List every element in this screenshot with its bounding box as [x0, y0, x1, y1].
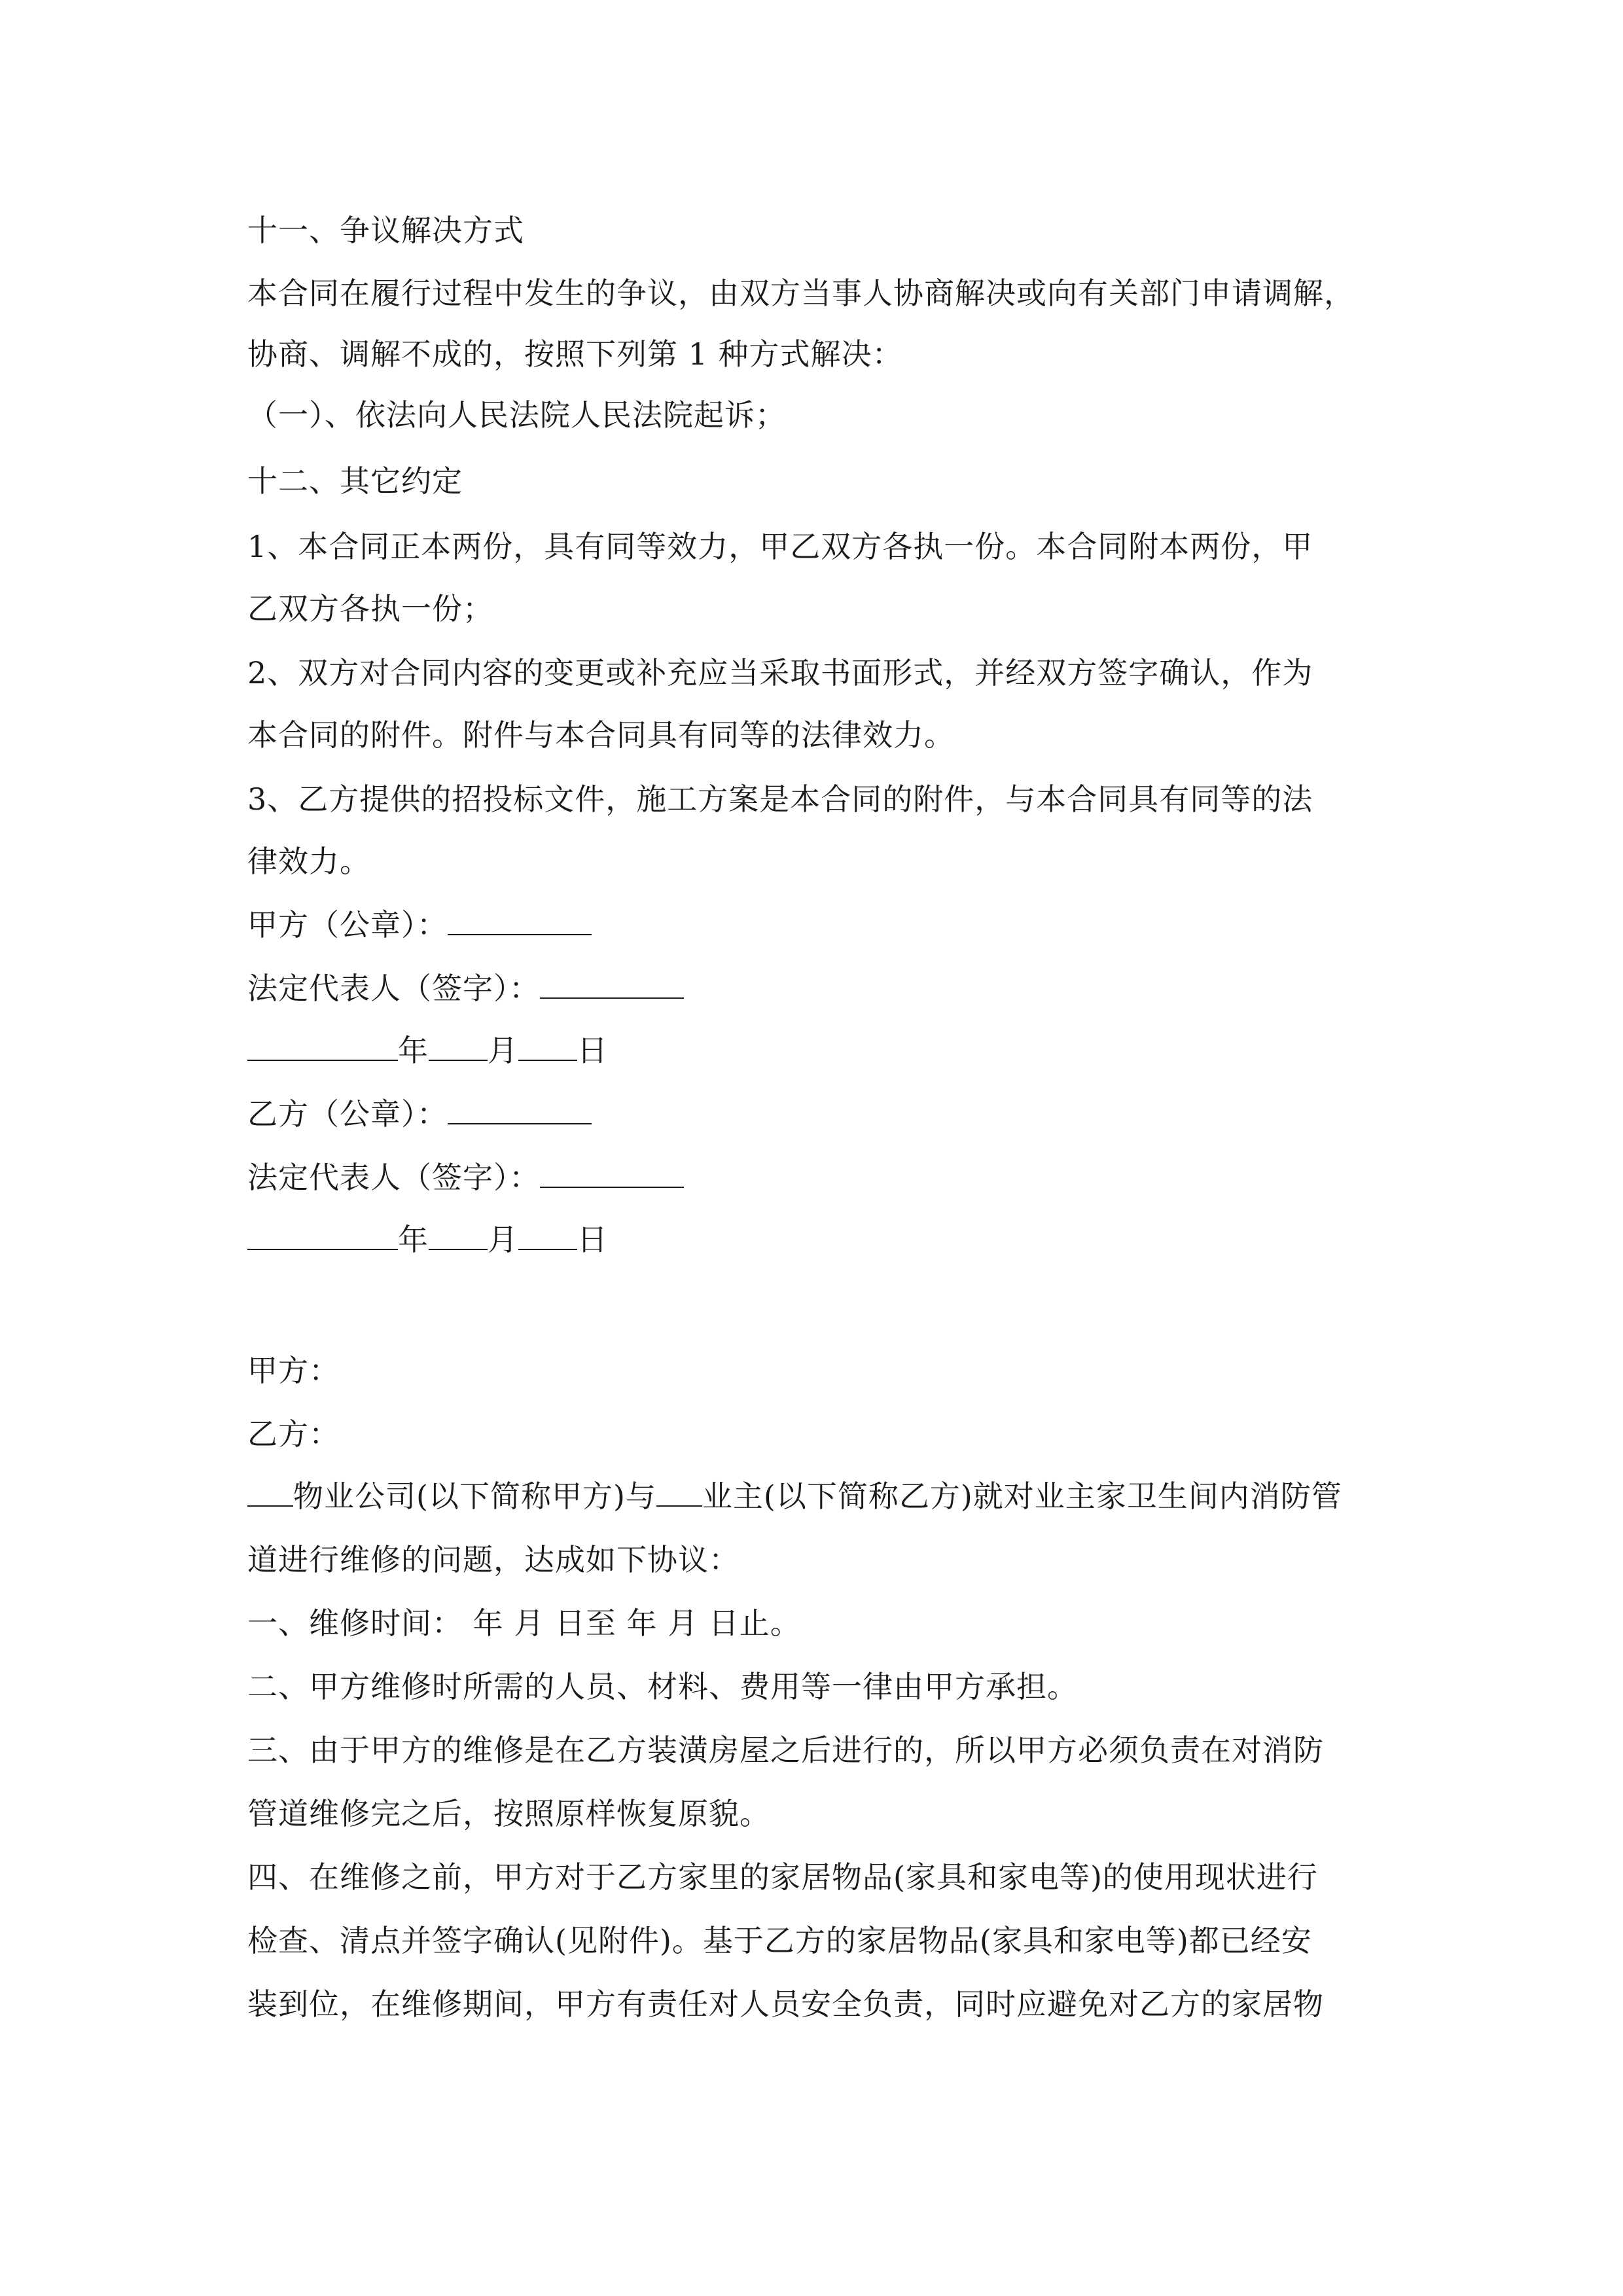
agreement-intro-line2: 道进行维修的问题，达成如下协议：: [247, 1542, 740, 1577]
party-b-year-blank: [247, 1223, 398, 1250]
party-b-date-line: [247, 1220, 608, 1259]
month-label: 月: [488, 1033, 518, 1068]
clause-3-line2: 管道维修完之后，按照原样恢复原貌。: [247, 1796, 770, 1831]
agreement-party-b: 乙方：: [247, 1416, 340, 1452]
section-12-item1-line1: 1、本合同正本两份，具有同等效力，甲乙双方各执一份。本合同附本两份，甲: [247, 529, 1313, 564]
legal-rep-a-label: 法定代表人（签字）：: [247, 971, 540, 1006]
agreement-intro-line1: [247, 1477, 1342, 1516]
section-11-heading: 十一、争议解决方式: [247, 213, 524, 248]
party-a-day-blank: [518, 1033, 577, 1061]
year-label: 年: [398, 1033, 429, 1068]
legal-rep-b-blank: [540, 1160, 684, 1188]
owner-name-blank: [656, 1479, 702, 1507]
party-a-month-blank: [429, 1033, 488, 1061]
section-11-option-1: （一）、依法向人民法院人民法院起诉；: [247, 397, 786, 433]
section-12-item2-line2: 本合同的附件。附件与本合同具有同等的法律效力。: [247, 717, 955, 753]
section-12-heading: 十二、其它约定: [247, 463, 463, 499]
year-label: 年: [398, 1222, 429, 1257]
agreement-party-a: 甲方：: [247, 1353, 340, 1388]
clause-1: 一、维修时间： 年 月 日至 年 月 日止。: [247, 1605, 801, 1641]
month-label: 月: [488, 1222, 518, 1257]
legal-rep-a-line: [247, 969, 684, 1008]
party-a-date-line: [247, 1031, 608, 1070]
day-label: 日: [577, 1222, 608, 1257]
party-a-year-blank: [247, 1033, 398, 1061]
clause-4-line1: 四、在维修之前，甲方对于乙方家里的家居物品(家具和家电等)的使用现状进行: [247, 1859, 1318, 1895]
section-11-paragraph-line2: 协商、调解不成的，按照下列第 1 种方式解决：: [247, 336, 903, 372]
party-b-seal-label: 乙方（公章）：: [247, 1096, 448, 1132]
clause-4-line3: 装到位，在维修期间，甲方有责任对人员安全负责，同时应避免对乙方的家居物: [247, 1986, 1324, 2022]
agreement-intro-part1: 物业公司(以下简称甲方)与: [293, 1479, 656, 1514]
section-12-item3-line1: 3、乙方提供的招投标文件，施工方案是本合同的附件，与本合同具有同等的法: [247, 781, 1313, 817]
section-12-item3-line2: 律效力。: [247, 844, 370, 879]
section-12-item1-line2: 乙双方各执一份；: [247, 591, 493, 626]
legal-rep-b-line: [247, 1158, 684, 1197]
party-a-seal-line: [247, 905, 592, 944]
party-b-seal-line: [247, 1094, 592, 1134]
legal-rep-b-label: 法定代表人（签字）：: [247, 1160, 540, 1195]
day-label: 日: [577, 1033, 608, 1068]
clause-2: 二、甲方维修时所需的人员、材料、费用等一律由甲方承担。: [247, 1669, 1078, 1704]
section-12-item2-line1: 2、双方对合同内容的变更或补充应当采取书面形式，并经双方签字确认，作为: [247, 655, 1313, 691]
legal-rep-a-blank: [540, 971, 684, 999]
party-a-seal-label: 甲方（公章）：: [247, 907, 448, 942]
clause-4-line2: 检查、清点并签字确认(见附件)。基于乙方的家居物品(家具和家电等)都已经安: [247, 1923, 1312, 1958]
party-b-day-blank: [518, 1223, 577, 1250]
company-name-blank: [247, 1479, 293, 1507]
section-11-paragraph-line1: 本合同在履行过程中发生的争议，由双方当事人协商解决或向有关部门申请调解，: [247, 276, 1355, 311]
party-b-seal-blank: [448, 1097, 592, 1124]
party-a-seal-blank: [448, 908, 592, 935]
agreement-intro-part2: 业主(以下简称乙方)就对业主家卫生间内消防管: [702, 1479, 1342, 1514]
clause-3-line1: 三、由于甲方的维修是在乙方装潢房屋之后进行的，所以甲方必须负责在对消防: [247, 1732, 1324, 1768]
party-b-month-blank: [429, 1223, 488, 1250]
